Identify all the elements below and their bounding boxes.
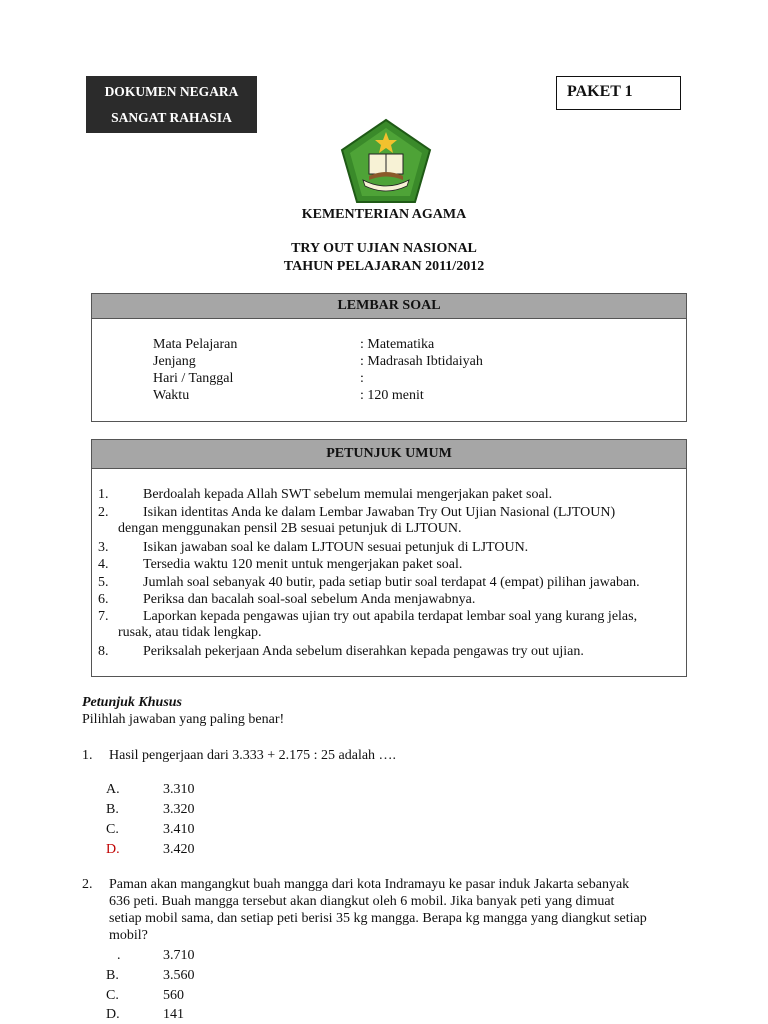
- petunjuk-khusus-title: Petunjuk Khusus: [82, 695, 182, 710]
- option-value: 3.310: [163, 782, 195, 797]
- petunjuk-umum-title: PETUNJUK UMUM: [92, 440, 686, 469]
- question-text: Hasil pengerjaan dari 3.333 + 2.175 : 25 adalah ….: [109, 748, 397, 763]
- question-text: mobil?: [109, 928, 148, 943]
- classification-line-2: SANGAT RAHASIA: [111, 110, 232, 125]
- list-text: Laporkan kepada pengawas ujian try out apabila terdapat lembar soal yang kurang jelas,: [143, 609, 638, 624]
- option-value: 3.710: [163, 948, 195, 963]
- question-text: 636 peti. Buah mangga tersebut akan diangkut oleh 6 mobil. Jika banyak peti yang dimuat: [109, 894, 615, 909]
- question-number: 2.: [82, 877, 93, 892]
- option-letter-correct: D.: [106, 842, 120, 857]
- list-text-continued: dengan menggunakan pensil 2B sesuai petunjuk di LJTOUN.: [118, 521, 462, 536]
- date-value: :: [360, 371, 364, 386]
- option-letter: B.: [106, 802, 119, 817]
- level-label: Jenjang: [153, 354, 196, 369]
- list-number: 2.: [98, 505, 109, 520]
- list-text: Periksalah pekerjaan Anda sebelum diserahkan kepada pengawas try out ujian.: [143, 644, 584, 659]
- list-text: Isikan identitas Anda ke dalam Lembar Jawaban Try Out Ujian Nasional (LJTOUN): [143, 505, 616, 520]
- list-text: Isikan jawaban soal ke dalam LJTOUN sesuai petunjuk di LJTOUN.: [143, 540, 529, 555]
- list-number: 1.: [98, 487, 109, 502]
- package-box: PAKET 1: [556, 76, 681, 110]
- classification-line-1: DOKUMEN NEGARA: [104, 84, 239, 99]
- list-number: 8.: [98, 644, 109, 659]
- option-letter: C.: [106, 988, 119, 1003]
- option-letter: A.: [106, 782, 120, 797]
- classification-box: [86, 76, 257, 133]
- option-value: 3.320: [163, 802, 195, 817]
- date-label: Hari / Tanggal: [153, 371, 234, 386]
- list-number: 6.: [98, 592, 109, 607]
- list-number: 3.: [98, 540, 109, 555]
- list-text: Jumlah soal sebanyak 40 butir, pada setiap butir soal terdapat 4 (empat) pilihan jawaban.: [143, 575, 640, 590]
- option-letter: C.: [106, 822, 119, 837]
- lembar-soal-box: [91, 293, 687, 422]
- time-label: Waktu: [153, 388, 190, 403]
- lembar-soal-title: LEMBAR SOAL: [92, 294, 686, 319]
- option-value: 560: [163, 988, 184, 1003]
- list-number: 4.: [98, 557, 109, 572]
- option-value: 3.410: [163, 822, 195, 837]
- option-letter: D.: [106, 1007, 120, 1022]
- list-text: Periksa dan bacalah soal-soal sebelum Anda menjawabnya.: [143, 592, 476, 607]
- option-value: 3.420: [163, 842, 195, 857]
- level-value: : Madrasah Ibtidaiyah: [360, 354, 483, 369]
- option-value: 141: [163, 1007, 184, 1022]
- list-number: 5.: [98, 575, 109, 590]
- option-value: 3.560: [163, 968, 195, 983]
- list-text: Berdoalah kepada Allah SWT sebelum memulai mengerjakan paket soal.: [143, 487, 553, 502]
- ministry-name: KEMENTERIAN AGAMA: [301, 207, 467, 222]
- option-letter: .: [117, 948, 121, 963]
- question-text: setiap mobil sama, dan setiap peti berisi 35 kg mangga. Berapa kg mangga yang diangkut setiap: [109, 911, 647, 926]
- question-number: 1.: [82, 748, 93, 763]
- option-letter: B.: [106, 968, 119, 983]
- list-text-continued: rusak, atau tidak lengkap.: [118, 625, 262, 640]
- exam-title: TRY OUT UJIAN NASIONAL: [291, 241, 477, 256]
- subject-label: Mata Pelajaran: [153, 337, 238, 352]
- subject-value: : Matematika: [360, 337, 435, 352]
- list-text: Tersedia waktu 120 menit untuk mengerjakan paket soal.: [143, 557, 463, 572]
- academic-year: TAHUN PELAJARAN 2011/2012: [283, 259, 485, 274]
- time-value: : 120 menit: [360, 388, 424, 403]
- question-text: Paman akan mangangkut buah mangga dari kota Indramayu ke pasar induk Jakarta sebanyak: [109, 877, 630, 892]
- list-number: 7.: [98, 609, 109, 624]
- ministry-emblem-icon: [339, 118, 433, 204]
- petunjuk-khusus-instruction: Pilihlah jawaban yang paling benar!: [82, 712, 285, 727]
